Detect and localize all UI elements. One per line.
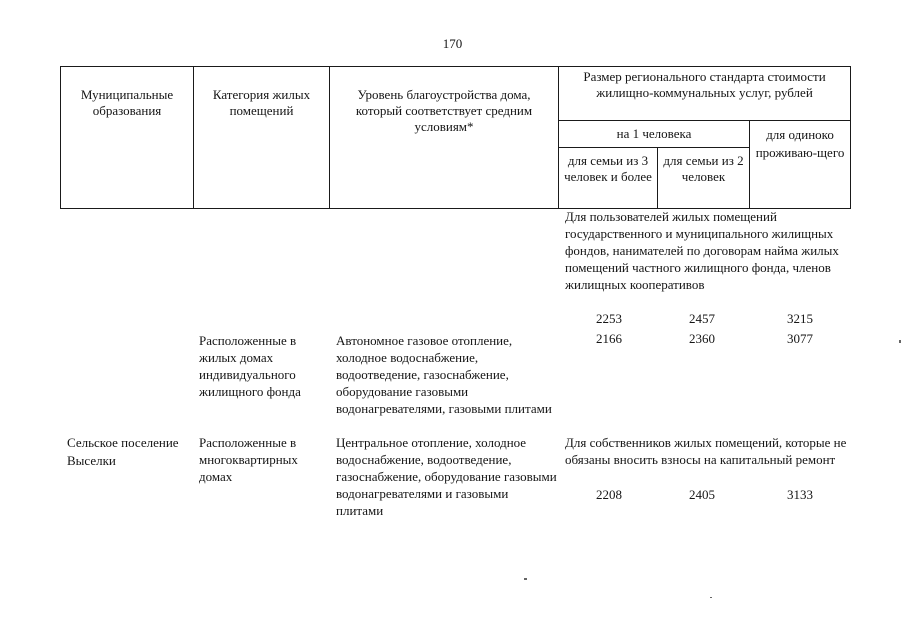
row-individual-category: Расположенные в жилых домах индивидуального жилищного фонда — [199, 333, 301, 399]
value-single: 3215 — [787, 311, 813, 326]
header-standard-size: Размер регионального стандарта стоимости жилищно-коммунальных услуг, рублей — [559, 67, 851, 121]
section-note-owners: Для собственников жилых помещений, которые не обязаны вносить взносы на капитальный ремонт — [565, 435, 847, 467]
page-number: 170 — [442, 36, 463, 51]
value-single: 3133 — [787, 487, 813, 502]
header-single: для одиноко проживаю-щего — [750, 121, 851, 209]
scan-speck — [710, 597, 712, 598]
scan-speck — [899, 340, 901, 343]
header-comfort-level: Уровень благоустройства дома, который соответствует средним условиям* — [330, 67, 559, 209]
table-header — [60, 66, 851, 209]
value-family2: 2360 — [689, 331, 715, 346]
row-individual-comfort: Автономное газовое отопление, холодное водоснабжение, водоотведение, газоснабжение, оборудование газовыми водонагревателями, газовыми плитами — [336, 333, 552, 416]
row-vyselki-comfort: Центральное отопление, холодное водоснабжение, водоотведение, газоснабжение, оборудование газовыми водонагревателями и газовыми плитами — [336, 435, 557, 518]
value-single: 3077 — [787, 331, 813, 346]
row-vyselki-category: Расположенные в многоквартирных домах — [199, 435, 298, 484]
header-family-3: для семьи из 3 человек и более — [559, 148, 658, 209]
scan-speck — [524, 578, 527, 580]
value-family3: 2253 — [596, 311, 622, 326]
header-municipal: Муниципальные образования — [61, 67, 194, 209]
section-note-tenants: Для пользователей жилых помещений государственного и муниципального жилищных фондов, нанимателей по договорам найма жилых помещений частного жилищного фонда, членов жилищных кооперативов — [565, 209, 839, 292]
value-family2: 2405 — [689, 487, 715, 502]
row-vyselki-municipality: Сельское поселение Выселки — [67, 435, 179, 468]
header-family-2: для семьи из 2 человек — [658, 148, 750, 209]
header-category: Категория жилых помещений — [194, 67, 330, 209]
value-family3: 2208 — [596, 487, 622, 502]
value-family3: 2166 — [596, 331, 622, 346]
header-per-person: на 1 человека — [559, 121, 750, 148]
value-family2: 2457 — [689, 311, 715, 326]
